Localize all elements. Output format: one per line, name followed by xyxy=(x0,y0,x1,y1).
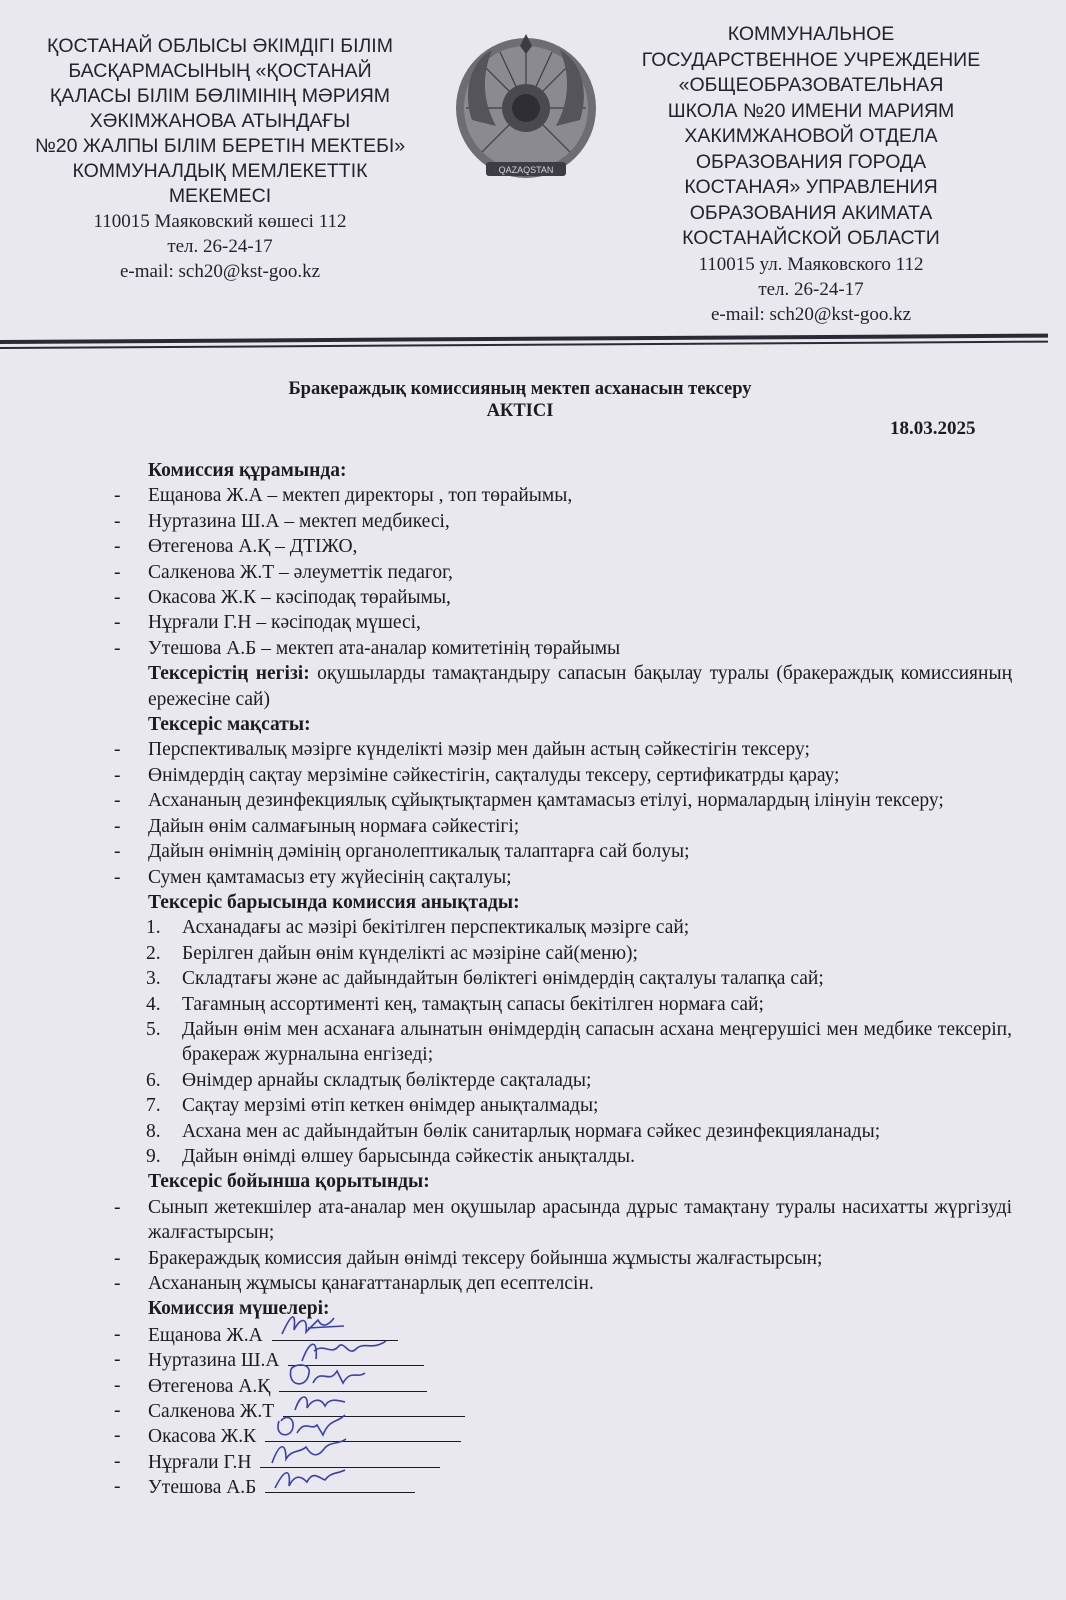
member-item: - Окасова Ж.К – кәсіподақ төрайымы, xyxy=(114,585,1012,610)
header-right-line: ШКОЛА №20 ИМЕНИ МАРИЯМ xyxy=(667,99,955,122)
goal-item: - Дайын өнім салмағының нормаға сәйкестігі; xyxy=(114,814,1012,839)
finding-item: 5. Дайын өнім мен асханаға алынатын өнімдердің сапасын асхана меңгерушісі мен медбике тексеріп, бракераж журналына енгізеді; xyxy=(146,1018,1012,1066)
header-right-line: ГОСУДАРСТВЕННОЕ УЧРЕЖДЕНИЕ xyxy=(641,48,981,71)
signer-name: Салкенова Ж.Т xyxy=(148,1400,275,1422)
signer-name: Нұрғали Г.Н xyxy=(148,1451,252,1473)
document-body xyxy=(114,458,1012,1500)
basis-text: оқушыларды тамақтандыру сапасын бақылау туралы (бракераждық комиссияның ережесіне сай) xyxy=(148,663,1013,710)
signature-row xyxy=(114,1423,1012,1448)
member-item: - Ещанова Ж.А – мектеп директоры , топ төрайымы, xyxy=(114,483,1012,508)
signer-name: Утешова А.Б xyxy=(148,1477,257,1499)
document-title xyxy=(180,378,860,422)
header-left-phone: тел. 26-24-17 xyxy=(167,236,273,257)
header-right-phone: тел. 26-24-17 xyxy=(758,278,864,300)
signer-name: Окасова Ж.К xyxy=(148,1426,257,1448)
header-left-line: №20 ЖАЛПЫ БІЛІМ БЕРЕТІН МЕКТЕБІ» xyxy=(34,135,406,157)
signature-row xyxy=(114,1373,1012,1398)
header-left-line: ХӘКІМЖАНОВА АТЫНДАҒЫ xyxy=(89,110,351,132)
header-right-line: ХАКИМЖАНОВОЙ ОТДЕЛА xyxy=(684,125,938,147)
basis-label: Тексерістің негізі: xyxy=(148,663,310,685)
document-date: 18.03.2025 xyxy=(890,418,976,439)
header-right-address: 110015 ул. Маяковского 112 xyxy=(698,253,924,275)
member-item: - Утешова А.Б – мектеп ата-аналар комитетінің төрайымы xyxy=(114,636,1012,661)
emblem-text: QAZAQSTAN xyxy=(498,165,554,175)
finding-text: Дайын өнімді өлшеу барысында сәйкестік анықталды. xyxy=(182,1145,636,1167)
header-left-line: ҚАЛАСЫ БІЛІМ БӨЛІМІНІҢ МӘРИЯМ xyxy=(49,85,391,107)
conclusion-item: - Сынып жетекшілер ата-аналар мен оқушылар арасында дұрыс тамақтану туралы насихатты жүргізуді жалғастырсын; xyxy=(114,1195,1012,1246)
signature-row xyxy=(114,1347,1012,1372)
finding-text: Асхана мен ас дайындайтын бөлік санитарлық нормаға сәйкес дезинфекцияланады; xyxy=(182,1120,881,1142)
header-right-line: КОММУНАЛЬНОЕ xyxy=(727,23,895,45)
finding-text: Дайын өнім мен асханаға алынатын өнімдердің сапасын асхана меңгерушісі мен медбике тексеріп, бракераж журналына енгізеді; xyxy=(182,1018,1012,1066)
finding-item: 8. Асхана мен ас дайындайтын бөлік санитарлық нормаға сәйкес дезинфекцияланады; xyxy=(146,1120,881,1142)
finding-text: Берілген дайын өнім күнделікті ас мәзіріне сай(меню); xyxy=(182,942,638,964)
signer-name: Өтегенова А.Қ xyxy=(148,1375,271,1397)
finding-text: Тағамның ассортименті кең, тамақтың сапасы бекітілген нормаға сай; xyxy=(182,993,764,1015)
finding-item: 1. Асханадағы ас мәзірі бекітілген перспектикалық мәзірге сай; xyxy=(146,917,690,939)
signature-row xyxy=(114,1398,1012,1423)
finding-text: Складтағы және ас дайындайтын бөліктегі өнімдердің сақталуы талапқа сай; xyxy=(182,968,824,990)
handwritten-signature xyxy=(271,1460,361,1494)
finding-item: 3. Складтағы және ас дайындайтын бөліктегі өнімдердің сақталуы талапқа сай; xyxy=(146,968,824,990)
header-right-line: КОСТАНАЯ» УПРАВЛЕНИЯ xyxy=(684,176,938,198)
header-left-address: 110015 Маяковский көшесі 112 xyxy=(93,211,347,232)
header-left-email: e-mail: sch20@kst-goo.kz xyxy=(119,261,321,282)
conclusion-item: - Асхананың жұмысы қанағаттанарлық деп есептелсін. xyxy=(114,1271,1012,1296)
header-right-russian xyxy=(618,22,1004,327)
header-left-line: КОММУНАЛДЫҚ МЕМЛЕКЕТТІК xyxy=(72,160,368,182)
header-left-line: МЕКЕМЕСІ xyxy=(168,185,272,207)
finding-item: 6. Өнімдер арнайы складтық бөліктерде сақталады; xyxy=(146,1069,592,1091)
signature-row xyxy=(114,1449,1012,1474)
goal-item: - Сумен қамтамасыз ету жүйесінің сақталуы; xyxy=(114,865,1012,890)
member-item: - Өтегенова А.Қ – ДТІЖО, xyxy=(114,534,1012,559)
goal-item: - Перспективалық мәзірге күнделікті мәзір мен дайын астың сәйкестігін тексеру; xyxy=(114,737,1012,762)
conclusion-item: - Бракераждық комиссия дайын өнімді тексеру бойынша жұмысты жалғастырсын; xyxy=(114,1246,1012,1271)
finding-item: 7. Сақтау мерзімі өтіп кеткен өнімдер анықталмады; xyxy=(146,1095,599,1117)
basis-paragraph xyxy=(114,661,1012,712)
goal-item: - Дайын өнімнің дәмінің органолептикалық талаптарға сай болуы; xyxy=(114,839,1012,864)
goals-heading: Тексеріс мақсаты: xyxy=(148,714,311,736)
goal-item: - Өнімдердің сақтау мерзіміне сәйкестігін, сақталуды тексеру, сертификатрды қарау; xyxy=(114,763,1012,788)
signatures-heading: Комиссия мүшелері: xyxy=(148,1298,330,1320)
header-right-line: КОСТАНАЙСКОЙ ОБЛАСТИ xyxy=(682,227,940,249)
signer-name: Нуртазина Ш.А xyxy=(148,1350,280,1372)
signature-line xyxy=(265,1474,415,1493)
finding-item: 4. Тағамның ассортименті кең, тамақтың сапасы бекітілген нормаға сай; xyxy=(146,993,764,1015)
header-right-email: e-mail: sch20@kst-goo.kz xyxy=(710,303,912,325)
signer-name: Ещанова Ж.А xyxy=(148,1324,263,1346)
header-left-kazakh xyxy=(0,34,440,284)
signature-row xyxy=(114,1474,1012,1499)
finding-text: Өнімдер арнайы складтық бөліктерде сақталады; xyxy=(182,1069,592,1091)
state-emblem-icon xyxy=(452,30,600,190)
member-item: - Салкенова Ж.Т – әлеуметтік педагог, xyxy=(114,560,1012,585)
title-line-2: АКТІСІ xyxy=(486,401,554,421)
member-item: - Нұрғали Г.Н – кәсіподақ мүшесі, xyxy=(114,610,1012,635)
finding-item: 2. Берілген дайын өнім күнделікті ас мәзіріне сай(меню); xyxy=(146,942,638,964)
title-line-1: Бракераждық комиссияның мектеп асханасын тексеру xyxy=(288,379,752,399)
conclusion-heading: Тексеріс бойынша қорытынды: xyxy=(148,1171,430,1193)
signature-row xyxy=(114,1322,1012,1347)
header-left-line: БАСҚАРМАСЫНЫҢ «ҚОСТАНАЙ xyxy=(68,60,372,82)
header-right-line: ОБРАЗОВАНИЯ АКИМАТА xyxy=(689,201,933,224)
findings-heading: Тексеріс барысында комиссия анықтады: xyxy=(148,891,520,913)
finding-item: 9. Дайын өнімді өлшеу барысында сәйкестік анықталды. xyxy=(146,1145,636,1167)
header-left-line: ҚОСТАНАЙ ОБЛЫСЫ ӘКІМДІГІ БІЛІМ xyxy=(47,35,393,57)
header-right-line: «ОБЩЕОБРАЗОВАТЕЛЬНАЯ xyxy=(678,74,944,96)
header-right-line: ОБРАЗОВАНИЯ ГОРОДА xyxy=(695,150,927,173)
finding-text: Асханадағы ас мәзірі бекітілген перспектикалық мәзірге сай; xyxy=(182,917,690,939)
member-item: - Нуртазина Ш.А – мектеп медбикесі, xyxy=(114,509,1012,534)
finding-text: Сақтау мерзімі өтіп кеткен өнімдер анықталмады; xyxy=(182,1095,599,1117)
goal-item: - Асхананың дезинфекциялық сұйықтықтармен қамтамасыз етілуі, нормалардың ілінуін тексеру; xyxy=(114,788,1012,813)
composition-heading: Комиссия құрамында: xyxy=(148,460,347,481)
